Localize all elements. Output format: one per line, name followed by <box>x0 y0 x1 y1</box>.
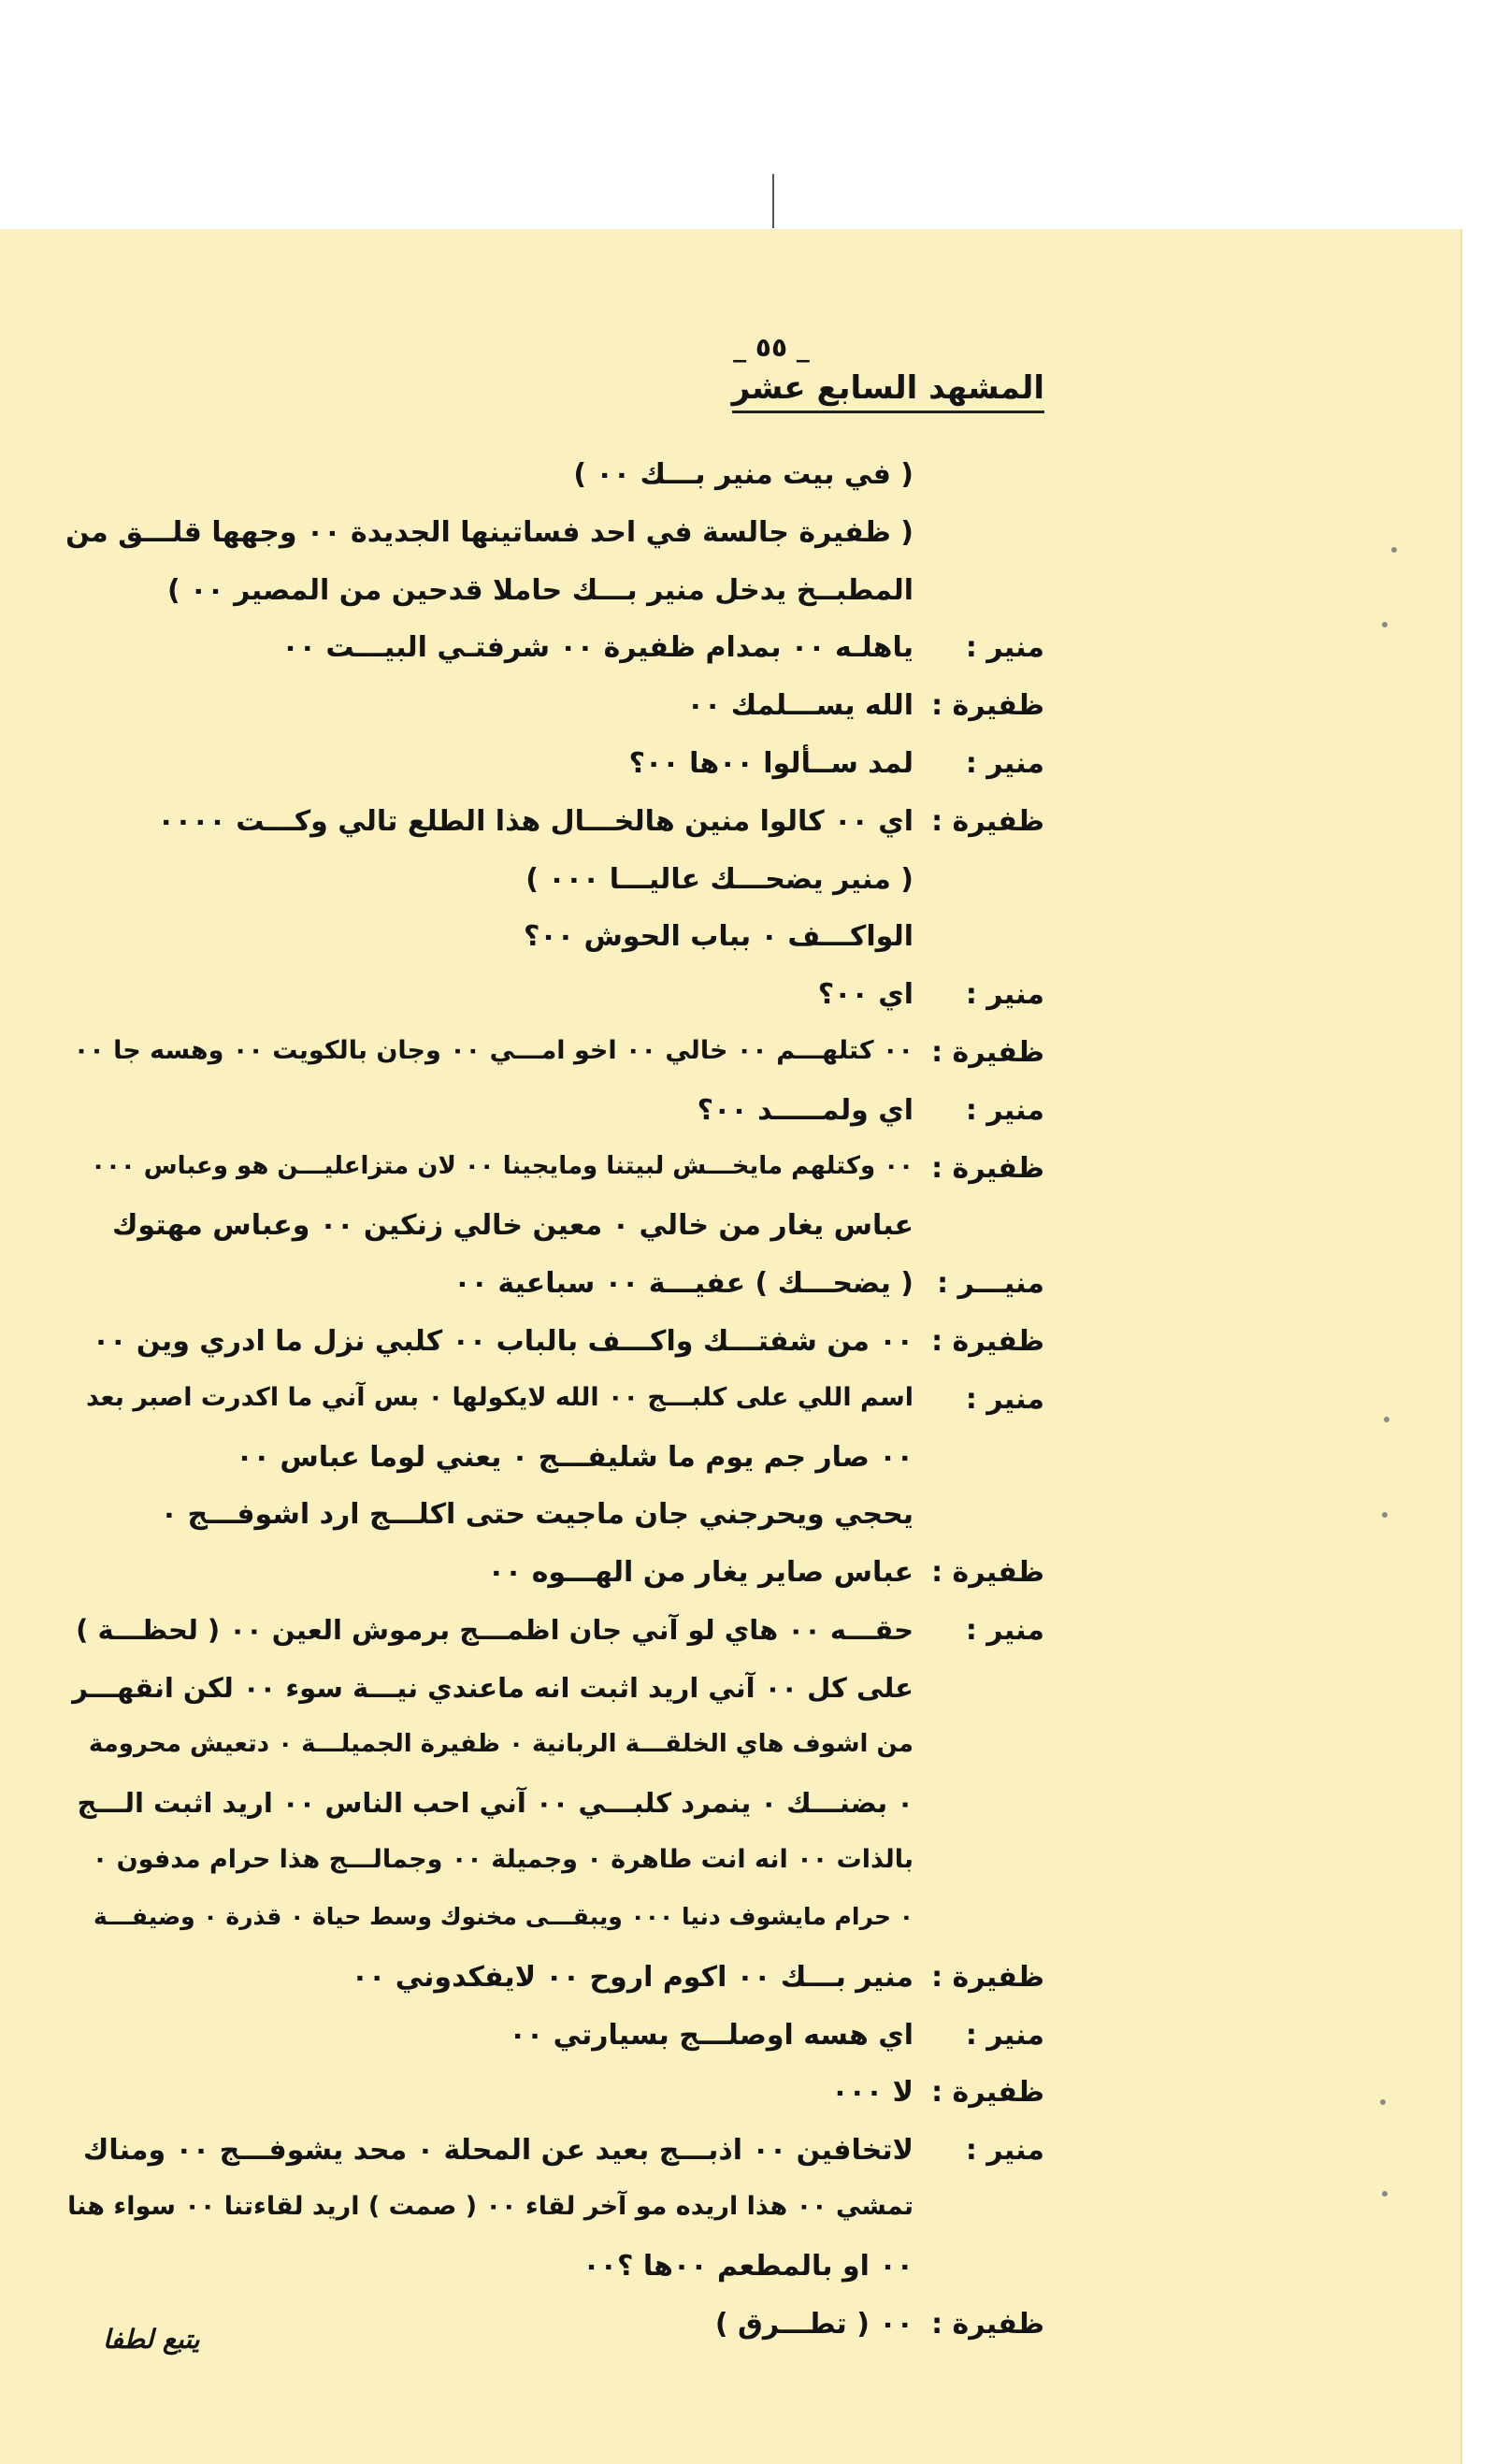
dialogue-line <box>0 689 1460 747</box>
speaker-name: ظفيرة : <box>931 1036 1044 1069</box>
dialogue-line <box>0 1498 1460 1556</box>
dialogue-line <box>0 1152 1460 1210</box>
dialogue-line <box>0 1036 1460 1094</box>
line-text: اي هسه اوصلـــج بسيارتي ٠٠ <box>509 2018 913 2052</box>
page-number: _ ٥٥ _ <box>733 332 810 363</box>
dialogue-line <box>0 1325 1460 1383</box>
margin-dot <box>1380 2099 1386 2105</box>
dialogue-line <box>0 2308 1460 2366</box>
line-text: تمشي ٠٠ هذا اريده مو آخر لقاء ٠٠ ( صمت ) اريد لقاءتنا ٠٠ سواء هنا <box>67 2192 913 2221</box>
line-text: منير بـــك ٠٠ اكوم اروح ٠٠ لايفكدوني ٠٠ <box>351 1960 913 1994</box>
dialogue-line <box>0 805 1460 863</box>
dialogue-line <box>0 978 1460 1036</box>
line-text: حقـــه ٠٠ هاي لو آني جان اظمـــج برموش العين ٠٠ ( لحظـــة ) <box>76 1614 913 1646</box>
dialogue-line <box>0 1556 1460 1614</box>
margin-dot <box>1382 622 1388 627</box>
line-text: لمد ســألوا ٠٠ها ٠٠؟ <box>628 747 913 780</box>
speaker-name: ظفيرة : <box>931 1151 1044 1185</box>
line-text: اي ٠٠ كالوا منين هالخـــال هذا الطلع تالي وكـــت ٠٠٠٠ <box>157 804 913 838</box>
dialogue-line <box>0 1383 1460 1441</box>
line-text: لا ٠٠٠ <box>831 2076 913 2110</box>
speaker-name: منير : <box>965 1614 1044 1647</box>
line-text: ٠ بضنـــك ٠ ينمرد كلبـــي ٠٠ آني احب الناس ٠٠ اريد اثبت الـــج <box>77 1787 913 1820</box>
line-text: اي ٠٠؟ <box>817 978 913 1012</box>
line-text: ٠٠ من شفتـــك واكـــف بالباب ٠٠ كلبي نزل ما ادري وين ٠٠ <box>92 1325 913 1358</box>
dialogue-line <box>0 516 1460 574</box>
dialogue-line <box>0 1845 1460 1903</box>
continued-note: يتبع لطفا <box>103 2324 200 2355</box>
margin-dot <box>1384 1417 1389 1422</box>
line-text: ٠٠ او بالمطعم ٠٠ها ؟٠٠ <box>583 2249 913 2283</box>
line-text: ٠ حرام مايشوف دنيا ٠٠٠ ويبقـــى مخنوك وسط حياة ٠ قذرة ٠ وضيفـــة <box>94 1903 913 1930</box>
speaker-name: ظفيرة : <box>931 2076 1044 2110</box>
line-text: ٠٠ كتلهـــم ٠٠ خالي ٠٠ اخو امـــي ٠٠ وجان بالكويت ٠٠ وهسه جا ٠٠ <box>73 1036 913 1065</box>
dialogue-line <box>0 1672 1460 1730</box>
line-text: ياهلـه ٠٠ بمدام ظفيرة ٠٠ شرفتـي البيـــت ٠٠ <box>281 631 913 665</box>
dialogue-line <box>0 1787 1460 1845</box>
margin-dot <box>1391 547 1397 553</box>
line-text: يحجي ويحرجني جان ماجيت حتى اكلـــج ارد اشوفـــج ٠ <box>160 1498 913 1532</box>
line-text: من اشوف هاي الخلقـــة الربانية ٠ ظفيرة الجميلـــة ٠ دتعيش محرومة <box>88 1729 913 1758</box>
dialogue-line <box>0 747 1460 805</box>
line-text: بالذات ٠٠ انه انت طاهرة ٠ وجميلة ٠٠ وجمالـــج هذا حرام مدفون ٠ <box>92 1845 913 1875</box>
dialogue-line <box>0 1730 1460 1788</box>
line-text: ٠٠ ( تطـــرق ) <box>714 2307 913 2341</box>
speaker-name: منيـــر : <box>937 1267 1044 1301</box>
line-text: ٠٠ وكتلهم مايخـــش لبيتنا ومايجينا ٠٠ لان متزاعليـــن هو وعباس ٠٠٠ <box>91 1151 913 1180</box>
line-text: على كل ٠٠ آني اريد اثبت انه ماعندي نيـــة سوء ٠٠ لكن انقهـــر <box>72 1671 913 1704</box>
speaker-name: منير : <box>965 978 1044 1012</box>
dialogue-line <box>0 1961 1460 2019</box>
speaker-name: ظفيرة : <box>931 1960 1044 1994</box>
dialogue-line <box>0 458 1460 516</box>
scan-mark <box>772 174 774 228</box>
dialogue-line <box>0 1441 1460 1499</box>
dialogue-line <box>0 1903 1460 1961</box>
dialogue-line <box>0 2134 1460 2192</box>
dialogue-line <box>0 1614 1460 1672</box>
line-text: المطبــخ يدخل منير بـــك حاملا قدحين من المصير ٠٠ ) <box>166 573 913 607</box>
speaker-name: ظفيرة : <box>931 2307 1044 2341</box>
speaker-name: منير : <box>965 747 1044 780</box>
line-text: عباس صاير يغار من الهـــوه ٠٠ <box>487 1556 913 1590</box>
dialogue-line <box>0 574 1460 632</box>
margin-dot <box>1382 2191 1388 2197</box>
scene-title: المشهد السابع عشر <box>732 369 1044 413</box>
dialogue-line <box>0 631 1460 689</box>
dialogue-line <box>0 2076 1460 2134</box>
document-body <box>0 229 1460 2464</box>
speaker-name: منير : <box>965 2134 1044 2168</box>
speaker-name: منير : <box>965 1382 1044 1416</box>
line-text: عباس يغار من خالي ٠ معين خالي زنكين ٠٠ وعباس مهتوك <box>111 1209 913 1243</box>
speaker-name: ظفيرة : <box>931 804 1044 838</box>
dialogue-line <box>0 1267 1460 1325</box>
dialogue-line <box>0 2019 1460 2077</box>
line-text: ( ظفيرة جالسة في احد فساتينها الجديدة ٠٠ وجهها قلـــق من <box>65 515 913 549</box>
dialogue-line <box>0 1209 1460 1267</box>
line-text: لاتخافين ٠٠ اذبـــج بعيد عن المحلة ٠ محد يشوفـــج ٠٠ ومناك <box>82 2134 913 2168</box>
dialogue-line <box>0 1094 1460 1152</box>
dialogue-line <box>0 2192 1460 2250</box>
line-text: اسم اللي على كلبـــج ٠٠ الله لايكولها ٠ بس آني ما اكدرت اصبر بعد <box>85 1382 913 1412</box>
line-text: ( منير يضحـــك عاليـــا ٠٠٠ ) <box>525 862 913 896</box>
script-page <box>0 229 1462 2464</box>
speaker-name: ظفيرة : <box>931 1556 1044 1590</box>
line-text: ( في بيت منير بـــك ٠٠ ) <box>573 458 913 491</box>
line-text: ٠٠ صار جم يوم ما شليفـــج ٠ يعني لوما عباس ٠٠ <box>236 1440 913 1474</box>
speaker-name: ظفيرة : <box>931 1325 1044 1358</box>
dialogue-line <box>0 920 1460 978</box>
margin-dot <box>1382 1512 1388 1518</box>
line-text: الواكـــف ٠ بباب الحوش ٠٠؟ <box>523 920 913 954</box>
speaker-name: منير : <box>965 2018 1044 2052</box>
dialogue-line <box>0 2250 1460 2308</box>
line-text: اي ولمـــــد ٠٠؟ <box>697 1093 913 1127</box>
speaker-name: منير : <box>965 631 1044 665</box>
line-text: الله يســـلمك ٠٠ <box>686 689 913 723</box>
speaker-name: ظفيرة : <box>931 689 1044 723</box>
dialogue-line <box>0 863 1460 921</box>
line-text: ( يضحـــك ) عفيـــة ٠٠ سباعية ٠٠ <box>453 1267 913 1301</box>
speaker-name: منير : <box>965 1093 1044 1127</box>
